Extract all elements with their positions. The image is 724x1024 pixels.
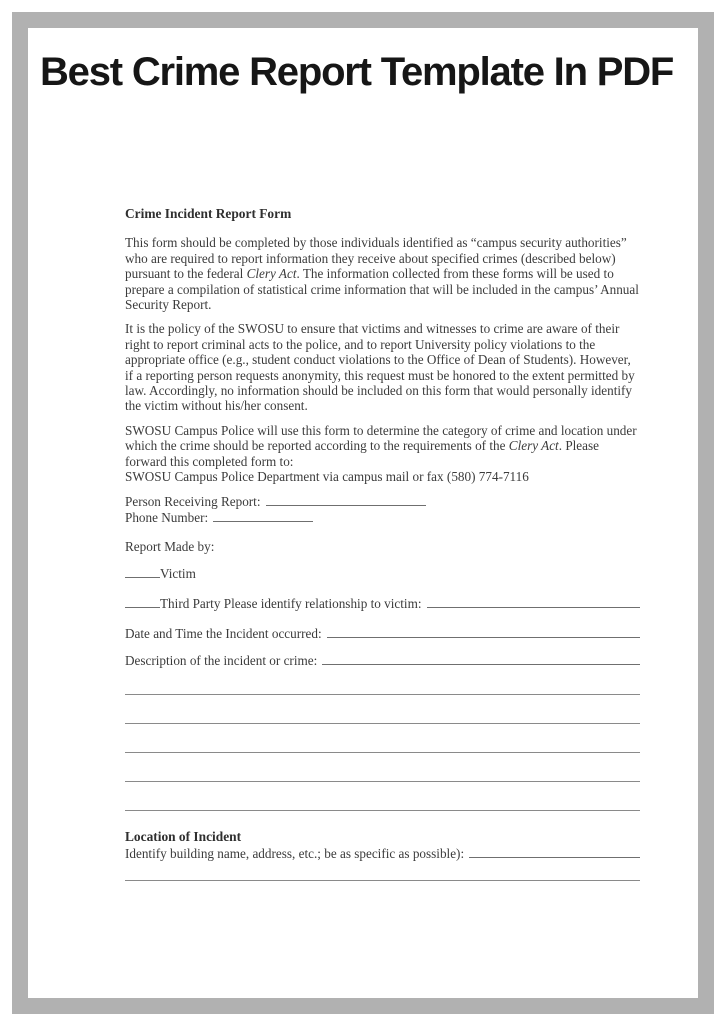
location-identify-blank [469,845,640,858]
blank-writing-line-2 [125,695,640,724]
intro-text-2: . The information collected from these forms will be used to prepare a compilation of statistical crime information that will be included in the campus’ Annual Security Report. [125,266,639,313]
blank-writing-line-5 [125,782,640,811]
blank-writing-line-3 [125,724,640,753]
clery-act-italic: Clery Act [246,266,297,282]
location-identify-label: Identify building name, address, etc.; be as specific as possible): [125,845,465,861]
victim-checkline-blank [125,565,160,578]
policy-paragraph: It is the policy of the SWOSU to ensure that victims and witnesses to crime are aware of their right to report criminal acts to the police, and to report University policy violations to the appropriate office (e.g., student conduct violations to the Office of Dean of Students). However, if a reporting person requests anonymity, this request must be honored to the extent permitted by law. Accordingly, no information should be included on this form that would personally identify the victim without his/her consent. [125,321,635,414]
location-heading: Location of Incident [125,829,242,845]
blank-writing-line-6 [125,861,640,881]
person-receiving-label: Person Receiving Report: [125,493,261,509]
field-report-made-by [125,539,640,554]
page-title: Best Crime Report Template In PDF [40,50,674,94]
gray-page-frame [12,12,714,1014]
third-party-label: Third Party Please identify relationship to victim: [160,596,422,612]
phone-number-label: Phone Number: [125,509,209,525]
field-third-party-option [125,595,640,611]
blank-writing-line-4 [125,753,640,782]
field-person-receiving [125,493,640,509]
intro-paragraph [125,235,640,312]
document-heading: Crime Incident Report Form [125,206,292,221]
intro-text-1: This form should be completed by those individuals identified as “campus security authorities” who are required to report information they receive about specified crimes (described below) pursuant to the federal [125,235,627,282]
clery-act-italic-2: Clery Act [508,438,559,454]
forward-address-line: SWOSU Campus Police Department via campus mail or fax (580) 774-7116 [125,469,529,485]
field-location-identify [125,845,640,861]
crime-report-document [125,206,640,881]
third-party-relationship-blank [427,595,640,608]
document-page [28,28,698,998]
person-receiving-blank [266,493,426,506]
report-made-by-label: Report Made by: [125,539,215,555]
description-label: Description of the incident or crime: [125,652,318,668]
usage-paragraph [125,423,640,469]
field-victim-option [125,565,640,581]
usage-text-2: . Please forward this completed form to: [125,438,600,469]
field-phone-number [125,509,640,525]
date-time-label: Date and Time the Incident occurred: [125,625,322,641]
victim-label: Victim [160,565,196,581]
field-description [125,652,640,668]
date-time-blank [327,625,640,638]
field-date-time [125,625,640,641]
blank-writing-line-1 [125,668,640,695]
phone-number-blank [213,509,313,522]
third-party-checkline-blank [125,595,160,608]
description-blank [322,652,640,665]
usage-text-1: SWOSU Campus Police will use this form to determine the category of crime and location under which the crime should be reported according to the requirements of the [125,422,637,454]
